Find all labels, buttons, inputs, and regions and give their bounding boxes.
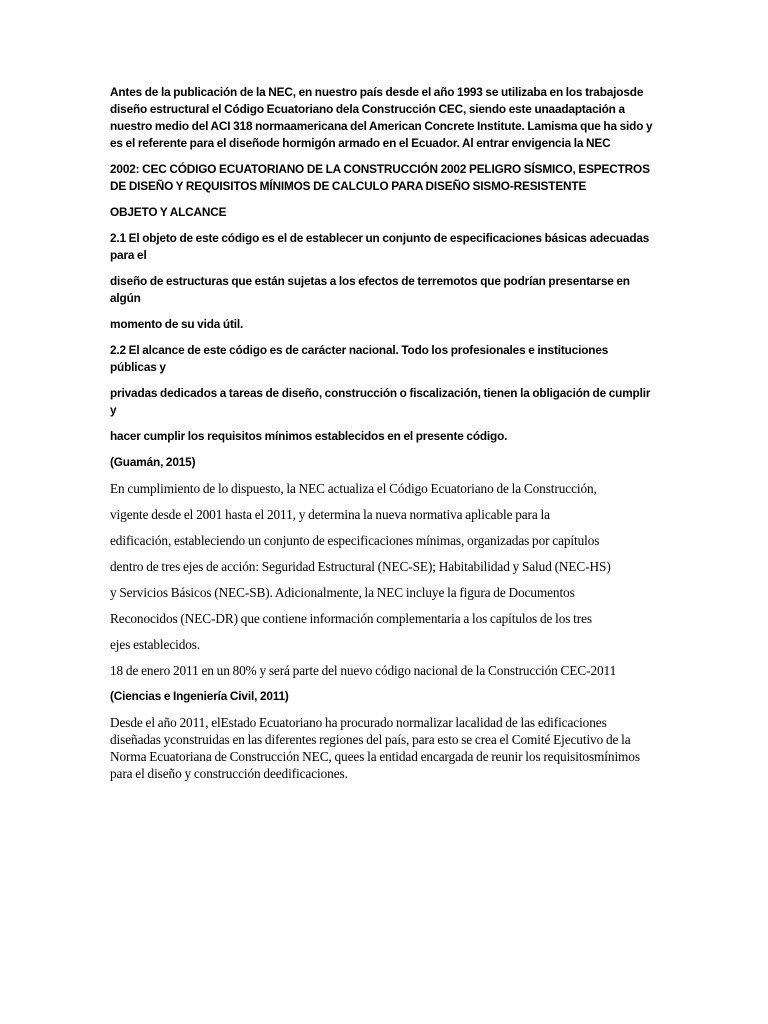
nec-paragraph-2: vigente desde el 2001 hasta el 2011, y determina la nueva normativa aplicable para la [110,507,550,522]
nec-paragraph-8: 18 de enero 2011 en un 80% y será parte del nuevo código nacional de la Construcción CEC-2011 [110,663,617,678]
clause-2-1-part-2: diseño de estructuras que están sujetas a los efectos de terremotos que podrían presentarse en algún [110,274,630,305]
clause-2-1-part-1: 2.1 El objeto de este código es el de establecer un conjunto de especificaciones básicas adecuadas para el [110,231,650,262]
clause-2-1-part-3: momento de su vida útil. [110,317,244,331]
nec-paragraph-3: edificación, estableciendo un conjunto de especificaciones mínimas, organizadas por capítulos [110,533,600,548]
citation-guaman: (Guamán, 2015) [110,455,196,469]
citation-ciencias: (Ciencias e Ingeniería Civil, 2011) [110,689,289,703]
nec-paragraph-6: Reconocidos (NEC-DR) que contiene información complementaria a los capítulos de los tres [110,611,592,626]
nec-paragraph-4: dentro de tres ejes de acción: Seguridad Estructural (NEC-SE); Habitabilidad y Salud (NEC-HS) [110,559,611,574]
clause-2-2-part-3: hacer cumplir los requisitos mínimos establecidos en el presente código. [110,429,508,443]
nec-paragraph-1: En cumplimiento de lo dispuesto, la NEC actualiza el Código Ecuatoriano de la Construcción, [110,481,597,496]
clause-2-2-part-1: 2.2 El alcance de este código es de carácter nacional. Todo los profesionales e instituciones públicas y [110,343,609,374]
nec-paragraph-5: y Servicios Básicos (NEC-SB). Adicionalmente, la NEC incluye la figura de Documentos [110,585,575,600]
cec-2002-heading: 2002: CEC CÓDIGO ECUATORIANO DE LA CONSTRUCCIÓN 2002 PELIGRO SÍSMICO, ESPECTROS DE DISEÑO Y REQUISITOS MÍNIMOS DE CALCULO PARA DISEÑO SISMO-RESISTENTE [110,162,650,193]
document-body [110,84,655,782]
nec-paragraph-7: ejes establecidos. [110,637,201,652]
closing-paragraph: Desde el año 2011, elEstado Ecuatoriano ha procurado normalizar lacalidad de las edificaciones diseñadas yconstruidas en las diferentes regiones del país, para esto se crea el Comité Ejecutivo de la Norma Ecuatoriana de Construcción NEC, quees la entidad encargada de reunir los requisitosmínimos para el diseño y construcción deedificaciones. [110,715,640,781]
clause-2-2-part-2: privadas dedicados a tareas de diseño, construcción o fiscalización, tienen la obligación de cumplir y [110,386,651,417]
objeto-alcance-heading: OBJETO Y ALCANCE [110,205,227,219]
intro-paragraph: Antes de la publicación de la NEC, en nuestro país desde el año 1993 se utilizaba en los trabajosde diseño estructural el Código Ecuatoriano dela Construcción CEC, siendo este unaadaptación a nuestro medio del ACI 318 normaamericana del American Concrete Institute. Lamisma que ha sido y es el referente para el diseñode hormigón armado en el Ecuador. Al entrar envigencia la NEC [110,85,653,150]
